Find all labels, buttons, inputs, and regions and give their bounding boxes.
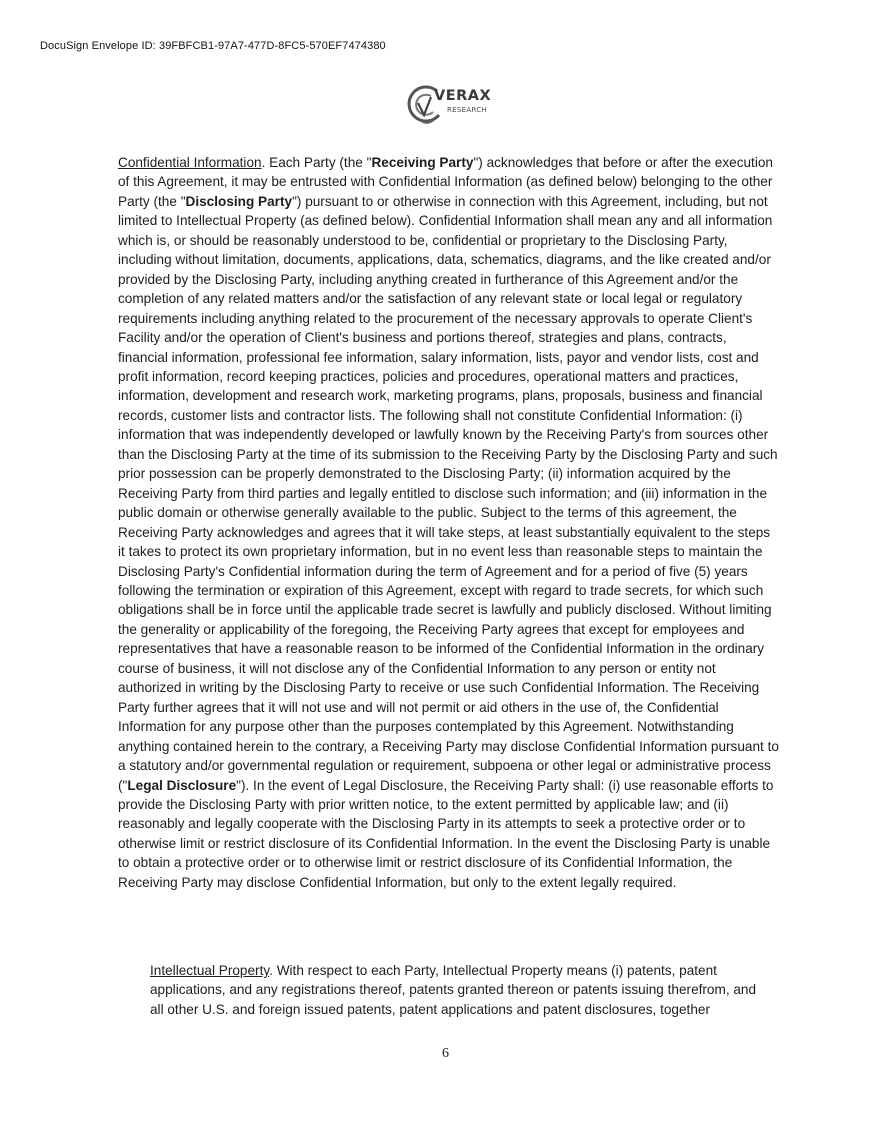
intellectual-property-heading: Intellectual Property	[150, 963, 270, 978]
paragraph-text: . With respect to each Party, Intellectual Property means (i) patents, patent applications, and any registrations thereof, patents granted thereon or patents issuing therefrom, and all other U.S. and foreign issued patents, patent applications and patent disclosures, together	[150, 963, 757, 1017]
intellectual-property-paragraph	[150, 961, 770, 1019]
defined-term-disclosing-party: Disclosing Party	[185, 193, 293, 209]
confidential-information-paragraph	[118, 153, 780, 892]
paragraph-text: . Each Party (the "	[261, 155, 372, 170]
paragraph-text: "). In the event of Legal Disclosure, the Receiving Party shall: (i) use reasonable efforts to provide the Disclosing Party with prior written notice, to the extent permitted by applicable law; and (ii) reasonably and legally cooperate with the Disclosing Party in its attempts to seek a protective order or to otherwise limit or restrict disclosure of its Confidential Information. In the event the Disclosing Party is unable to obtain a protective order or to otherwise limit or restrict disclosure of its Confidential Information, the Receiving Party may disclose Confidential Information, but only to the extent legally required.	[118, 777, 774, 890]
logo-wordmark: VERAX	[434, 88, 492, 104]
logo-subtitle: RESEARCH	[447, 106, 488, 114]
confidential-information-section	[118, 153, 780, 892]
page-number: 6	[442, 1046, 449, 1061]
paragraph-text: ") acknowledges that before or after the execution of this Agreement, it may be entrusted with Confidential Information (as defined below) belonging to the other Party (the "	[118, 155, 773, 209]
docusign-envelope-id: DocuSign Envelope ID: 39FBFCB1-97A7-477D-8FC5-570EF7474380	[40, 40, 386, 52]
defined-term-receiving-party: Receiving Party	[371, 155, 474, 170]
defined-term-legal-disclosure: Legal Disclosure	[127, 777, 237, 793]
confidential-information-heading: Confidential Information	[118, 155, 262, 170]
verax-research-logo	[404, 82, 492, 128]
paragraph-text: ") pursuant to or otherwise in connection with this Agreement, including, but not limited to Intellectual Property (as defined below). Confidential Information shall mean any and all information which is, or should be reasonably understood to be, confidential or proprietary to the Disclosing Party, including without limitation, documents, applications, data, schematics, diagrams, and the like created and/or provided by the Disclosing Party, including anything created in furtherance of this Agreement and/or the completion of any related matters and/or the satisfaction of any relevant state or local legal or regulatory requirements including anything related to the procurement of the necessary approvals to operate Client's Facility and/or the operation of Client's business and portions thereof, strategies and plans, contracts, financial information, professional fee information, salary information, lists, payor and vendor lists, cost and profit information, record keeping practices, policies and procedures, operational matters and practices, information, development and research work, marketing programs, plans, proposals, business and financial records, customer lists and contractor lists. The following shall not constitute Confidential Information: (i) information that was independently developed or lawfully known by the Receiving Party's from sources other than the Disclosing Party at the time of its submission to the Receiving Party by the Disclosing Party and such prior possession can be properly demonstrated to the Disclosing Party; (ii) information acquired by the Receiving Party from third parties and legally entitled to disclose such information; and (iii) information in the public domain or otherwise generally available to the public. Subject to the terms of this agreement, the Receiving Party acknowledges and agrees that it will take steps, at least substantially equivalent to the steps it takes to protect its own proprietary information, but in no event less than reasonable steps to maintain the Disclosing Party's Confidential information during the term of Agreement and for a period of five (5) years following the termination or expiration of this Agreement, except with regard to trade secrets, for which such obligations shall be in force until the applicable trade secret is lawfully and publicly disclosed. Without limiting the generality or applicability of the foregoing, the Receiving Party agrees that except for employees and representatives that have a reasonable reason to be informed of the Confidential Information in the ordinary course of business, it will not disclose any of the Confidential Information to any person or entity not authorized in writing by the Disclosing Party to receive or use such Confidential Information. The Receiving Party further agrees that it will not use and will not permit or aid others in the use of, the Confidential Information for any purpose other than the purposes contemplated by this Agreement. Notwithstanding anything contained herein to the contrary, a Receiving Party may disclose Confidential Information pursuant to a statutory and/or governmental regulation or requirement, subpoena or other legal or administrative process ("	[118, 193, 779, 793]
intellectual-property-section	[150, 961, 770, 1019]
